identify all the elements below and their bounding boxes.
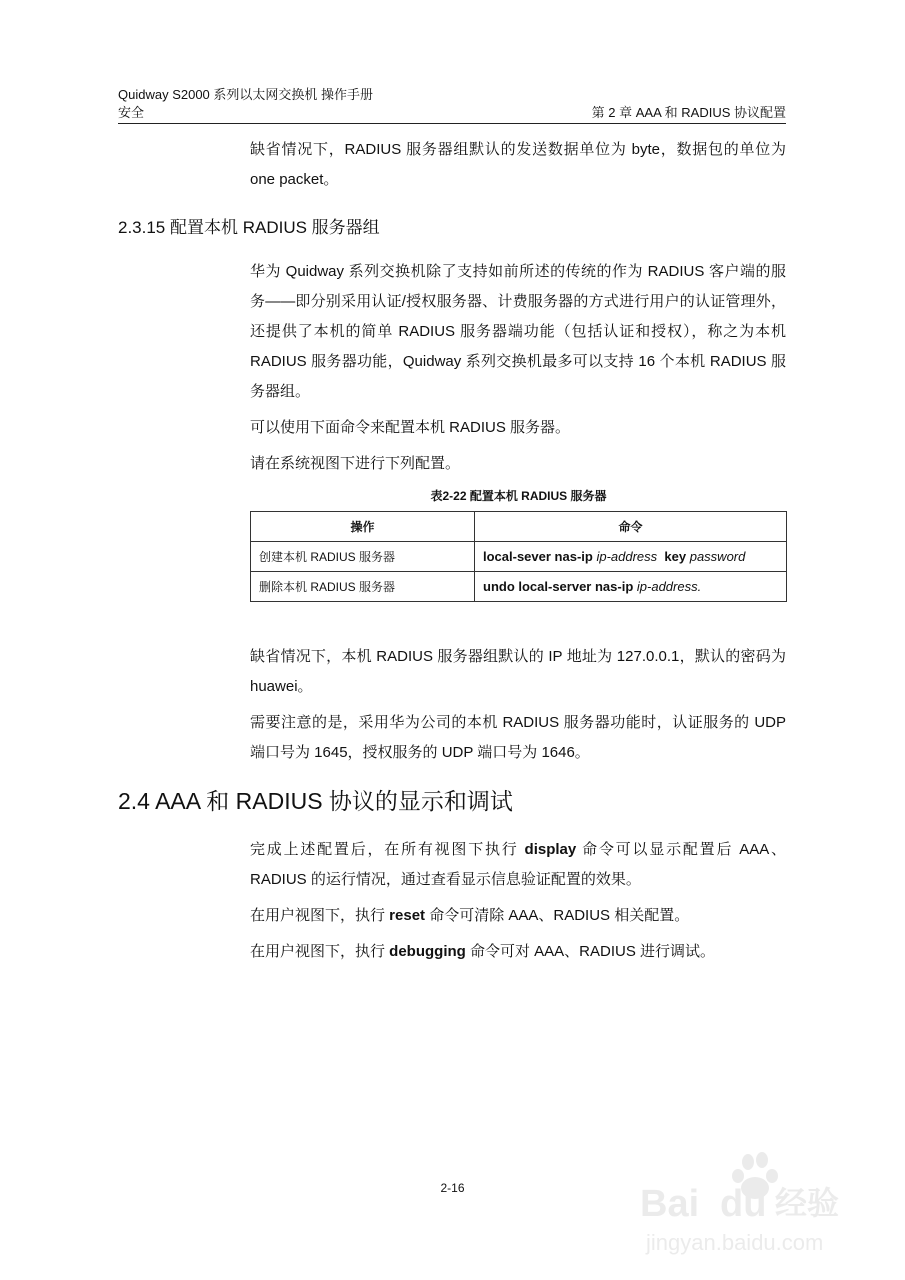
paragraph: 缺省情况下，本机 RADIUS 服务器组默认的 IP 地址为 127.0.0.1，默认的密码为 huawei。 [250,648,786,695]
text-run: 命令可以显示配置后 AAA、RADIUS 的运行情况，通过查看显示信息验证配置的效果。 [250,841,786,888]
section-2-4-body [250,835,786,967]
paragraph [250,937,786,967]
command-reset: reset [389,907,426,924]
intro-text: 缺省情况下，RADIUS 服务器组默认的发送数据单位为 byte，数据包的单位为 one packet。 [250,141,786,188]
text-run: 命令可对 AAA、RADIUS 进行调试。 [465,943,716,960]
header-divider [118,123,786,124]
table-caption: 表2-22 配置本机 RADIUS 服务器 [430,489,607,503]
paragraph: 需要注意的是，采用华为公司的本机 RADIUS 服务器功能时，认证服务的 UDP 端口号为 1645，授权服务的 UDP 端口号为 1646。 [250,714,786,761]
header-doc-subtitle: 安全 [118,105,145,120]
section-2-3-15-notes [250,642,786,768]
command-argument: ip-address. [636,579,702,594]
table-cell-command [475,572,787,602]
section-2-3-15-body [250,257,786,479]
paragraph [250,835,786,895]
table-header-row [251,512,787,542]
command-keyword: undo local-server nas-ip [483,579,634,594]
watermark-url: jingyan.baidu.com [646,1230,824,1255]
svg-text:Bai: Bai [640,1183,700,1225]
table-header-operation: 操作 [251,512,475,542]
section-2-3-15-heading: 2.3.15 配置本机 RADIUS 服务器组 [118,218,380,237]
command-argument: password [689,549,746,564]
text-run: 在用户视图下，执行 [250,907,390,924]
paragraph: 请在系统视图下进行下列配置。 [250,455,461,472]
svg-text:du: du [720,1183,767,1225]
command-argument: ip-address [596,549,658,564]
intro-paragraph [250,135,786,195]
paragraph: 华为 Quidway 系列交换机除了支持如前所述的传统的作为 RADIUS 客户端的服务——即分别采用认证/授权服务器、计费服务器的方式进行用户的认证管理外，还提供了本机的简单 RADIUS 服务器端功能（包括认证和授权），称之为本机 RADIUS 服务器功能，Quidway 系列交换机最多可以支持 16 个本机 RADIUS 服务器组。 [250,263,786,400]
baidu-jingyan-watermark [640,1150,870,1260]
command-keyword: local-sever nas-ip [483,549,593,564]
table-cell-command [475,542,787,572]
table-header-command: 命令 [475,512,787,542]
command-keyword: key [664,549,687,564]
paragraph: 可以使用下面命令来配置本机 RADIUS 服务器。 [250,419,571,436]
section-2-4-heading: 2.4 AAA 和 RADIUS 协议的显示和调试 [118,788,513,814]
svg-text:经验: 经验 [775,1184,840,1222]
text-run: 在用户视图下，执行 [250,943,390,960]
page-number: 2-16 [440,1181,465,1195]
table-cell-operation: 创建本机 RADIUS 服务器 [251,542,475,572]
header-doc-title: Quidway S2000 系列以太网交换机 操作手册 [118,87,374,102]
config-table [250,511,787,602]
text-run: 命令可清除 AAA、RADIUS 相关配置。 [425,907,690,924]
header-chapter-title: 第 2 章 AAA 和 RADIUS 协议配置 [591,105,786,120]
paragraph [250,901,786,931]
command-debugging: debugging [389,943,466,960]
table-row [251,542,787,572]
command-display: display [524,841,577,858]
text-run: 完成上述配置后，在所有视图下执行 [250,841,525,858]
table-cell-operation: 删除本机 RADIUS 服务器 [251,572,475,602]
table-row [251,572,787,602]
